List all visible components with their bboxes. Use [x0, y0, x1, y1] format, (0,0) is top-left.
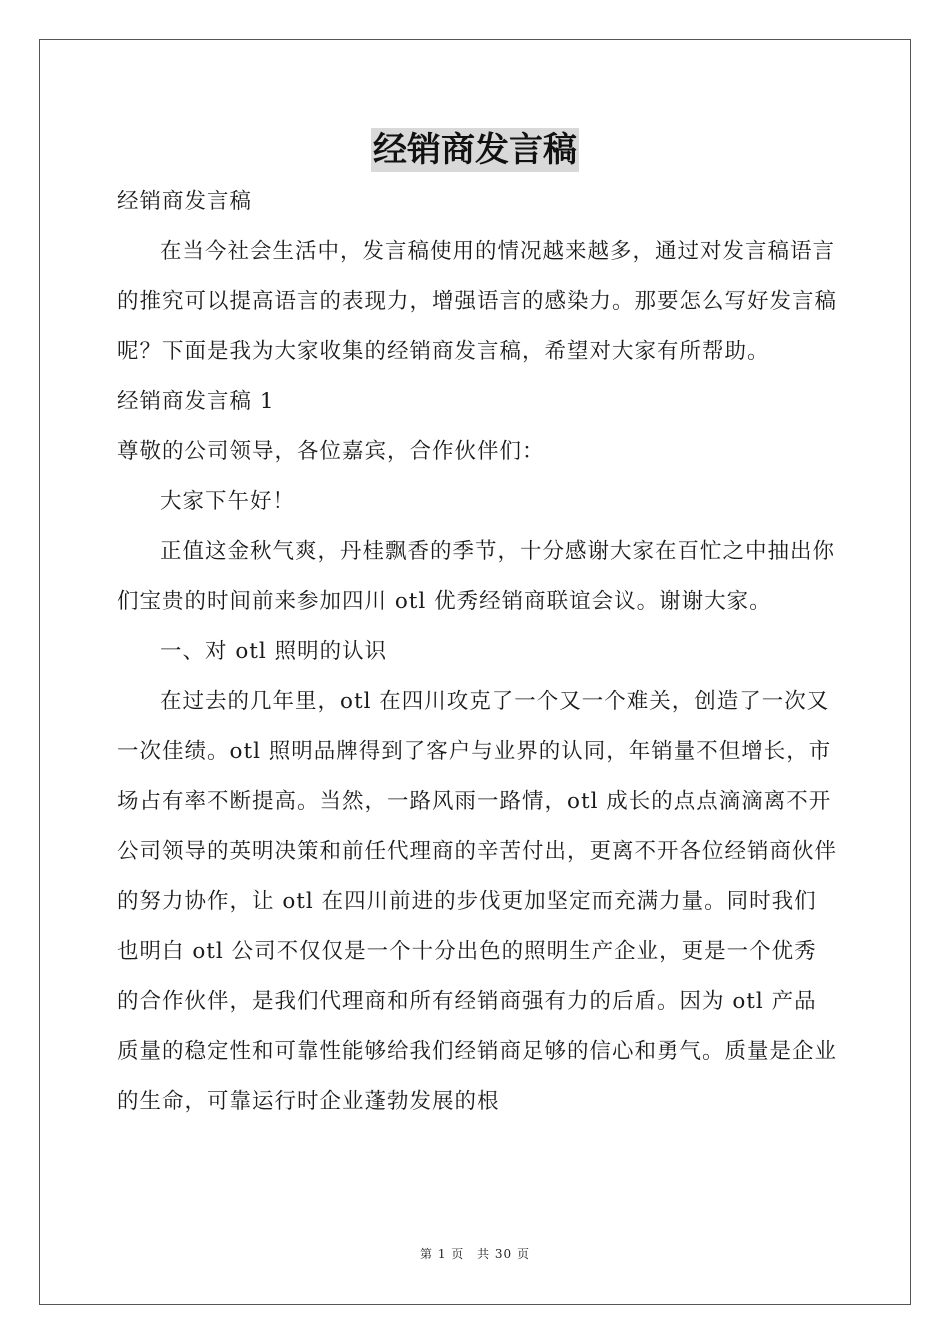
greeting: 大家下午好！ [160, 489, 296, 514]
subtitle-line: 经销商发言稿 [117, 189, 253, 214]
subsection-heading: 一、对 otl 照明的认识 [160, 639, 388, 664]
document-body [117, 177, 837, 1127]
salutation: 尊敬的公司领导，各位嘉宾，合作伙伴们： [117, 439, 545, 464]
page-footer [0, 1246, 950, 1262]
page-number: 第 1 页 [420, 1247, 465, 1261]
body-paragraph: 在过去的几年里，otl 在四川攻克了一个又一个难关，创造了一次又一次佳绩。otl 照明品牌得到了客户与业界的认同，年销量不但增长，市场占有率不断提高。当然，一路风雨一路情，otl 成长的点点滴滴离不开公司领导的英明决策和前任代理商的辛苦付出，更离不开各位经销商伙伴的努力协作，让 otl 在四川前进的步伐更加坚定而充满力量。同时我们也明白 otl 公司不仅仅是一个十分出色的照明生产企业，更是一个优秀的合作伙伴，是我们代理商和所有经销商强有力的后盾。因为 otl 产品质量的稳定性和可靠性能够给我们经销商足够的信心和勇气。质量是企业的生命，可靠运行时企业蓬勃发展的根 [117, 689, 838, 1114]
document-title: 经销商发言稿 [373, 130, 577, 170]
page-total: 共 30 页 [477, 1247, 530, 1261]
section-heading: 经销商发言稿 1 [117, 389, 275, 414]
title-container [0, 128, 950, 172]
body-paragraph: 正值这金秋气爽，丹桂飘香的季节，十分感谢大家在百忙之中抽出你们宝贵的时间前来参加四川 otl 优秀经销商联谊会议。谢谢大家。 [117, 539, 836, 614]
intro-paragraph: 在当今社会生活中，发言稿使用的情况越来越多，通过对发言稿语言的推究可以提高语言的表现力，增强语言的感染力。那要怎么写好发言稿呢？下面是我为大家收集的经销商发言稿，希望对大家有所帮助。 [117, 239, 838, 364]
